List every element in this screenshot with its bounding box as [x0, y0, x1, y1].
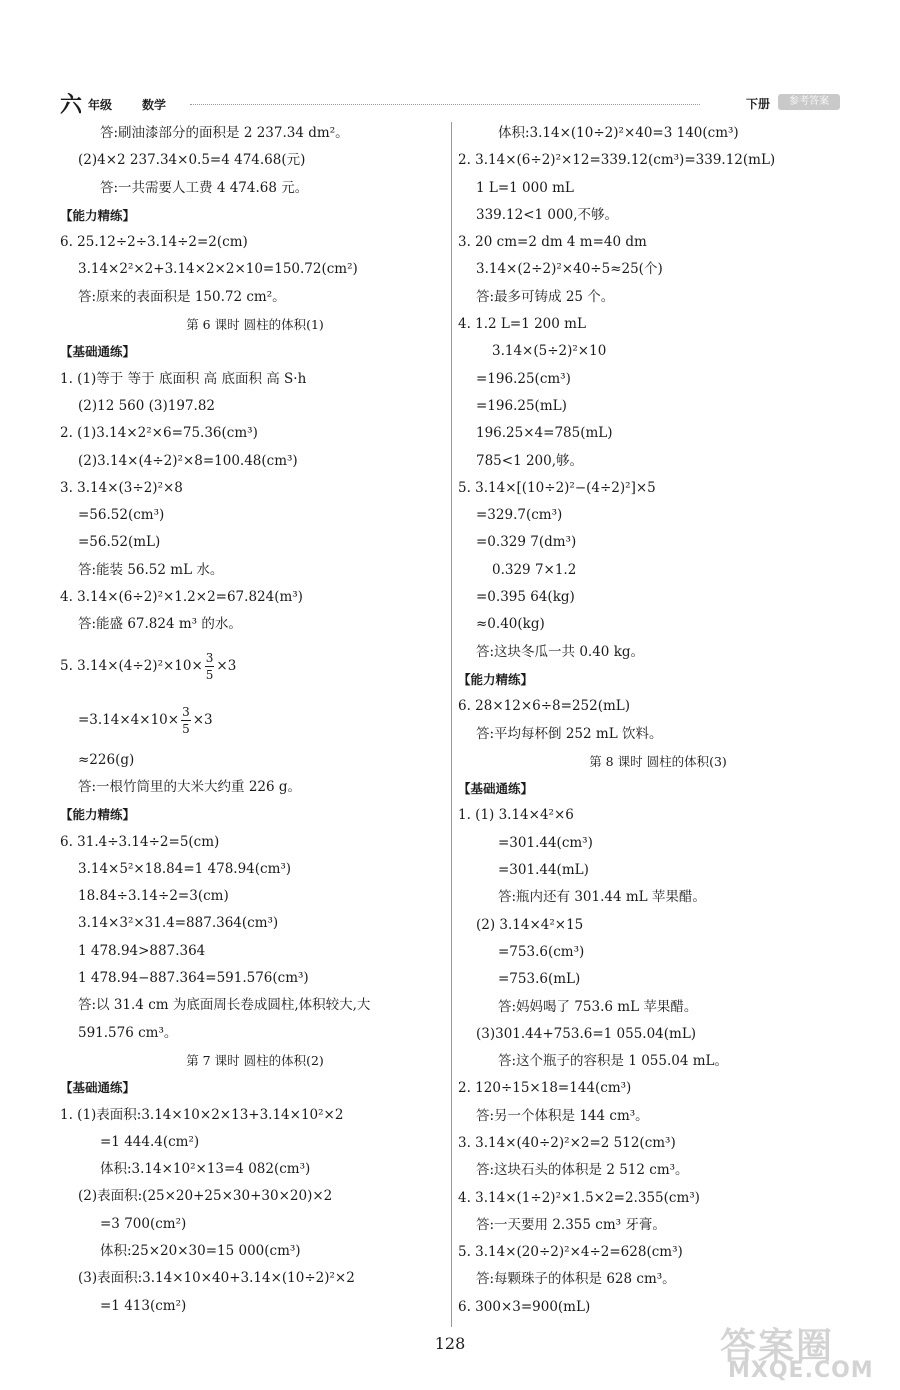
text-line: 6. 28×12×6÷8=252(mL)	[458, 698, 631, 715]
text-line: 785<1 200,够。	[476, 452, 584, 469]
text-line: 答:妈妈喝了 753.6 mL 苹果醋。	[498, 998, 698, 1015]
text-line: =0.395 64(kg)	[476, 589, 575, 606]
text-line: 答:能盛 67.824 m³ 的水。	[78, 616, 242, 633]
text-line: 答:另一个体积是 144 cm³。	[476, 1107, 649, 1124]
section-heading: 【基础通练】	[60, 1080, 136, 1096]
text-line: 4. 3.14×(1÷2)²×1.5×2=2.355(cm³)	[458, 1189, 700, 1206]
fraction-line	[60, 639, 450, 693]
section-heading: 【能力精练】	[60, 807, 136, 823]
text-line: (2)3.14×(4÷2)²×8=100.48(cm³)	[78, 452, 298, 469]
text-line: 1. (1)等于 等于 底面积 高 底面积 高 S·h	[60, 370, 307, 387]
text-line: 3.14×(5÷2)²×10	[492, 343, 607, 360]
section-heading: 【基础通练】	[60, 344, 136, 360]
text-line: ≈0.40(kg)	[476, 616, 545, 633]
text-line: =196.25(cm³)	[476, 370, 571, 387]
text-line: 4. 1.2 L=1 200 mL	[458, 316, 586, 333]
text-line: 18.84÷3.14÷2=3(cm)	[78, 888, 229, 905]
text-line: =753.6(cm³)	[498, 943, 585, 960]
text-line: =329.7(cm³)	[476, 507, 563, 524]
text-line: 3. 3.14×(40÷2)²×2=2 512(cm³)	[458, 1134, 676, 1151]
text-line: 答:能装 56.52 mL 水。	[78, 561, 224, 578]
text-segment: 5. 3.14×(4÷2)²×10×	[60, 657, 203, 674]
text-segment: ×3	[192, 711, 213, 728]
watermark	[720, 1318, 890, 1382]
text-line: 答:这块冬瓜一共 0.40 kg。	[476, 643, 645, 660]
text-line: 答:原来的表面积是 150.72 cm²。	[78, 288, 286, 305]
fraction-numerator: 3	[205, 650, 214, 665]
text-line: (3)301.44+753.6=1 055.04(mL)	[476, 1025, 697, 1042]
section-heading: 【能力精练】	[60, 207, 136, 223]
text-line: =196.25(mL)	[476, 397, 567, 414]
text-line: 6. 25.12÷2÷3.14÷2=2(cm)	[60, 234, 248, 251]
answer-badge: 参考答案	[778, 94, 840, 110]
text-line: 答:一根竹筒里的大米大约重 226 g。	[78, 778, 302, 795]
text-line: 答:一共需要人工费 4 474.68 元。	[100, 179, 309, 196]
text-line: 体积:3.14×10²×13=4 082(cm³)	[100, 1161, 311, 1178]
page-header	[60, 92, 840, 118]
text-line: 3.14×(2÷2)²×40÷5≈25(个)	[476, 261, 663, 278]
text-line: 5. 3.14×[(10÷2)²−(4÷2)²]×5	[458, 479, 656, 496]
text-line: =3 700(cm²)	[100, 1215, 187, 1232]
text-line: 答:每颗珠子的体积是 628 cm³。	[476, 1271, 676, 1288]
text-line: =1 444.4(cm²)	[100, 1133, 200, 1150]
text-line: 6. 31.4÷3.14÷2=5(cm)	[60, 833, 220, 850]
text-line: 3.14×5²×18.84=1 478.94(cm³)	[78, 860, 292, 877]
text-line: 1. (1)表面积:3.14×10×2×13+3.14×10²×2	[60, 1106, 344, 1123]
header-divider	[190, 104, 700, 105]
text-line: 体积:3.14×(10÷2)²×40=3 140(cm³)	[498, 125, 739, 141]
text-line: (2)12 560 (3)197.82	[78, 397, 216, 414]
page-number: 128	[434, 1334, 466, 1353]
text-line: (2) 3.14×4²×15	[476, 916, 584, 933]
text-line: 1 478.94>887.364	[78, 942, 206, 959]
text-line: (3)表面积:3.14×10×40+3.14×(10÷2)²×2	[78, 1270, 355, 1287]
text-line: 答:最多可铸成 25 个。	[476, 288, 615, 305]
text-line: 1 478.94−887.364=591.576(cm³)	[78, 970, 309, 987]
text-line: =56.52(mL)	[78, 534, 161, 551]
text-line: 2. 3.14×(6÷2)²×12=339.12(cm³)=339.12(mL)	[458, 152, 776, 169]
text-line: 答:这个瓶子的容积是 1 055.04 mL。	[498, 1053, 729, 1070]
fraction-denominator: 5	[182, 721, 190, 736]
text-segment: ×3	[216, 657, 237, 674]
fraction	[181, 706, 191, 735]
text-line: 答:刷油漆部分的面积是 2 237.34 dm²。	[100, 125, 349, 141]
text-line: 591.576 cm³。	[78, 1024, 178, 1041]
text-line: 0.329 7×1.2	[492, 561, 577, 578]
text-line: 2. 120÷15×18=144(cm³)	[458, 1080, 632, 1097]
text-segment: =3.14×4×10×	[78, 711, 180, 728]
text-line: 3. 3.14×(3÷2)²×8	[60, 479, 183, 496]
text-line: 1. (1) 3.14×4²×6	[458, 807, 574, 824]
fraction-denominator: 5	[205, 667, 214, 682]
text-line: (2)表面积:(25×20+25×30+30×20)×2	[78, 1188, 333, 1205]
fraction-line	[60, 693, 450, 747]
grade-label: 年级	[88, 98, 113, 112]
left-column	[60, 120, 450, 1320]
text-line: 答:这块石头的体积是 2 512 cm³。	[476, 1162, 689, 1179]
text-line: 答:一天要用 2.355 cm³ 牙膏。	[476, 1216, 666, 1233]
text-line: 3. 20 cm=2 dm 4 m=40 dm	[458, 234, 647, 251]
lesson-title: 第 7 课时 圆柱的体积(2)	[186, 1052, 324, 1068]
section-heading: 【能力精练】	[458, 671, 534, 687]
text-line: 339.12<1 000,不够。	[476, 206, 618, 223]
text-line: 5. 3.14×(20÷2)²×4÷2=628(cm³)	[458, 1244, 683, 1261]
section-heading: 【基础通练】	[458, 781, 534, 797]
grade-char: 六	[60, 93, 83, 118]
text-line: =0.329 7(dm³)	[476, 534, 577, 551]
text-line: 体积:25×20×30=15 000(cm³)	[100, 1242, 301, 1259]
text-line: =1 413(cm²)	[100, 1297, 187, 1314]
subject-label: 数学	[142, 98, 167, 112]
watermark-text: 答案圈	[720, 1326, 835, 1367]
text-line: 196.25×4=785(mL)	[476, 425, 613, 442]
text-line: 答:平均每杯倒 252 mL 饮料。	[476, 725, 663, 742]
column-divider	[451, 122, 452, 1327]
text-line: 4. 3.14×(6÷2)²×1.2×2=67.824(m³)	[60, 589, 303, 606]
lesson-title: 第 8 课时 圆柱的体积(3)	[589, 753, 727, 769]
text-line: =301.44(mL)	[498, 862, 589, 879]
text-line: (2)4×2 237.34×0.5=4 474.68(元)	[78, 152, 306, 169]
text-line: =753.6(mL)	[498, 971, 581, 988]
text-line: 3.14×2²×2+3.14×2×2×10=150.72(cm²)	[78, 261, 358, 278]
text-line: 答:瓶内还有 301.44 mL 苹果醋。	[498, 889, 706, 906]
lesson-title: 第 6 课时 圆柱的体积(1)	[186, 317, 324, 333]
text-line: ≈226(g)	[78, 751, 135, 768]
text-line: 1 L=1 000 mL	[476, 179, 574, 196]
text-line: =56.52(cm³)	[78, 507, 165, 524]
fraction	[205, 652, 215, 681]
text-line: =301.44(cm³)	[498, 834, 593, 851]
text-line: 3.14×3²×31.4=887.364(cm³)	[78, 915, 279, 932]
text-line: 2. (1)3.14×2²×6=75.36(cm³)	[60, 425, 258, 442]
watermark-domain: MXQE.COM	[728, 1358, 874, 1383]
volume-label: 下册	[745, 97, 770, 111]
right-column	[458, 120, 858, 1321]
fraction-numerator: 3	[182, 704, 190, 719]
text-line: 答:以 31.4 cm 为底面周长卷成圆柱,体积较大,大	[78, 997, 371, 1014]
text-line: 6. 300×3=900(mL)	[458, 1298, 591, 1315]
